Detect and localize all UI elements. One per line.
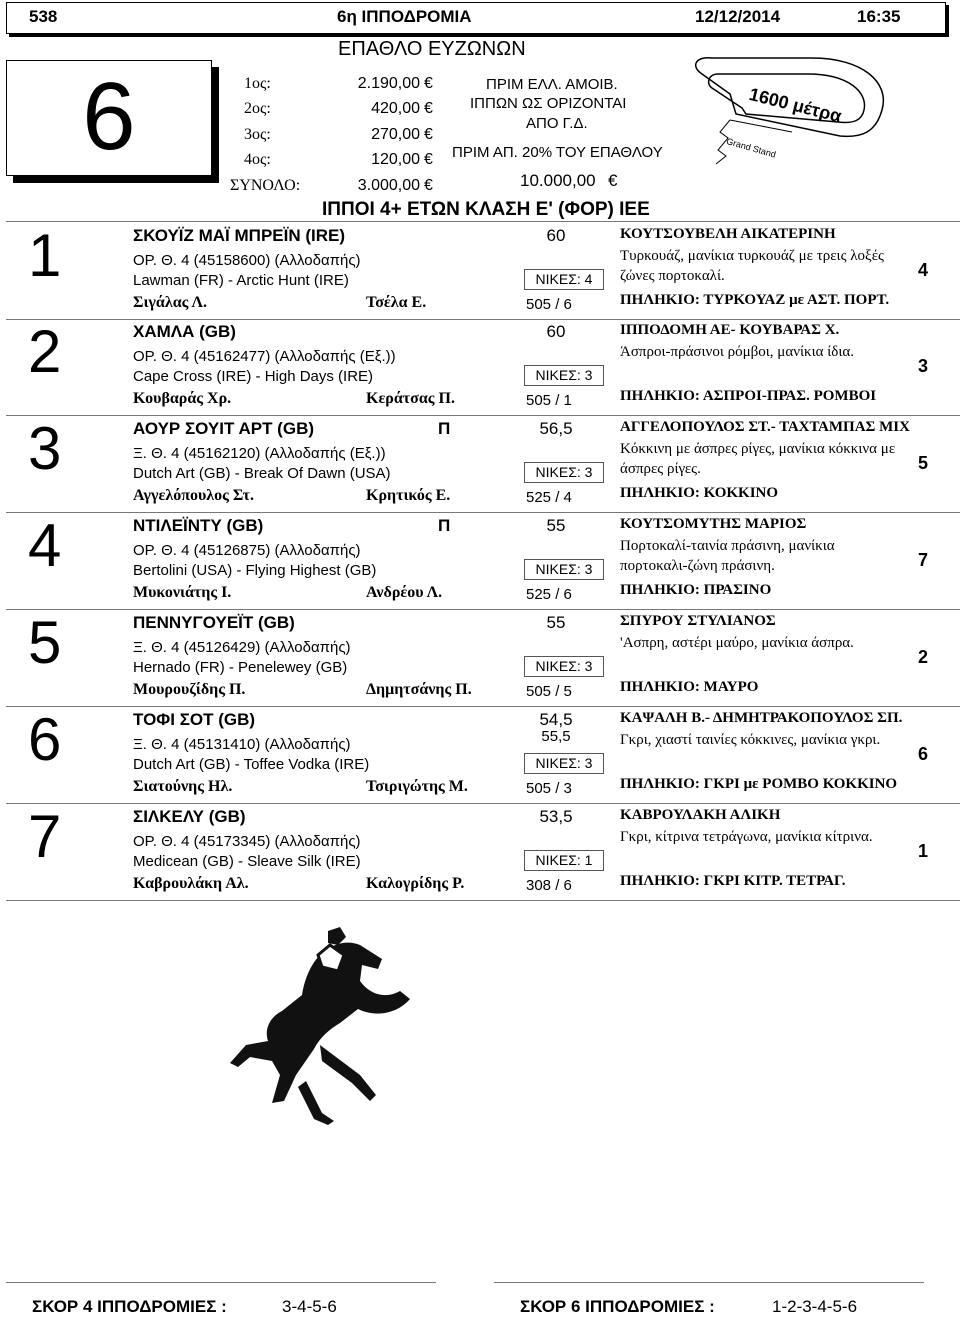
horse-info: ΟΡ. Θ. 4 (45173345) (Αλλοδαπής)	[133, 833, 361, 850]
entry-row	[6, 221, 960, 320]
bonus-line: ΠΡΙΜ ΑΠ. 20% ΤΟΥ ΕΠΑΘΛΟΥ	[452, 144, 663, 161]
draw-number: 1	[918, 841, 929, 861]
silks-colors: Πορτοκαλί-ταινία πράσινη, μανίκια πορτοκαλι-ζώνη πράσινη.	[620, 538, 835, 574]
cap-color: ΠΗΛΗΚΙΟ: ΤΥΡΚΟΥΑΖ με ΑΣΤ. ΠΟΡΤ.	[620, 292, 890, 308]
horse-breeding: Dutch Art (GB) - Toffee Vodka (IRE)	[133, 756, 370, 773]
owner-name: ΚΟΥΤΣΟΥΒΕΛΗ ΑΙΚΑΤΕΡΙΝΗ	[620, 226, 836, 242]
silks-colors: Γκρι, κίτρινα τετράγωνα, μανίκια κίτρινα.	[620, 829, 873, 845]
trainer-name: Ανδρέου Λ.	[366, 584, 443, 601]
silks-colors: Κόκκινη με άσπρες ρίγες, μανίκια κόκκινα με άσπρες ρίγες.	[620, 441, 896, 477]
trainer-name: Τσέλα Ε.	[366, 294, 427, 311]
trainer-name: Τσιριγώτης Μ.	[366, 778, 468, 795]
wins-badge: ΝΙΚΕΣ: 3	[524, 462, 604, 483]
horse-stat: 525 / 6	[526, 586, 572, 603]
draw-number: 4	[918, 260, 929, 280]
cap-color: ΠΗΛΗΚΙΟ: ΠΡΑΣΙΝΟ	[620, 582, 772, 598]
race-conditions: ΙΠΠΟΙ 4+ ΕΤΩΝ ΚΛΑΣΗ Ε' (ΦΟΡ) ΙΕΕ	[322, 199, 650, 220]
horse-name: ΤΟΦΙ ΣΟΤ (GB)	[133, 710, 256, 729]
entry-number: 1	[28, 222, 62, 289]
page-header	[6, 2, 946, 34]
silks-colors: Τυρκουάζ, μανίκια τυρκουάζ με τρεις λοξές ζώνες πορτοκαλί.	[620, 248, 884, 284]
entry-row	[6, 706, 960, 804]
trainer-name: Δημητσάνης Π.	[366, 681, 472, 698]
entry-row	[6, 609, 960, 707]
trainer-name: Κρητικός Ε.	[366, 487, 451, 504]
horse-breeding: Lawman (FR) - Arctic Hunt (IRE)	[133, 272, 349, 289]
horse-info: ΟΡ. Θ. 4 (45162477) (Αλλοδαπής (Εξ.))	[133, 348, 396, 365]
prize-label: 4ος:	[244, 151, 271, 168]
cap-color: ΠΗΛΗΚΙΟ: ΜΑΥΡΟ	[620, 679, 759, 695]
horse-weight: 56,5	[539, 419, 573, 438]
race-date: 12/12/2014	[695, 7, 781, 26]
silks-colors: Άσπροι-πράσινοι ρόμβοι, μανίκια ίδια.	[620, 344, 854, 360]
bonus-line: ΙΠΠΩΝ ΩΣ ΟΡΙΖΟΝΤΑΙ	[470, 95, 627, 112]
horse-weight: 53,5	[539, 807, 573, 826]
entry-number: 3	[28, 415, 62, 482]
horse-breeding: Bertolini (USA) - Flying Highest (GB)	[133, 562, 377, 579]
wins-badge: ΝΙΚΕΣ: 4	[524, 269, 604, 290]
silks-colors: 'Ασπρη, αστέρι μαύρο, μανίκια άσπρα.	[620, 635, 854, 651]
score4-value: 3-4-5-6	[282, 1297, 337, 1316]
horse-breeding: Hernado (FR) - Penelewey (GB)	[133, 659, 348, 676]
meeting-title: 6η ΙΠΠΟΔΡΟΜΙΑ	[337, 7, 472, 26]
entry-row	[6, 512, 960, 610]
horse-info: Ξ. Θ. 4 (45126429) (Αλλοδαπής)	[133, 639, 351, 656]
horse-stat: 505 / 6	[526, 296, 572, 313]
footer-score-6	[494, 1282, 924, 1323]
jockey-name: Μουρουζίδης Π.	[133, 681, 246, 698]
racehorse-icon	[210, 925, 435, 1130]
jockey-name: Σιγάλας Λ.	[133, 294, 207, 311]
horse-breeding: Medicean (GB) - Sleave Silk (IRE)	[133, 853, 361, 870]
horse-info: ΟΡ. Θ. 4 (45126875) (Αλλοδαπής)	[133, 542, 361, 559]
prize-amount: 120,00	[371, 151, 420, 168]
score6-value: 1-2-3-4-5-6	[772, 1297, 858, 1316]
prize-amount: 2.190,00	[357, 75, 420, 92]
score4-label: ΣΚΟΡ 4 ΙΠΠΟΔΡΟΜΙΕΣ :	[32, 1297, 227, 1316]
prize-total-amount: 3.000,00	[357, 177, 420, 194]
horse-info: Ξ. Θ. 4 (45162120) (Αλλοδαπής (Εξ.))	[133, 445, 386, 462]
horse-weight: 55	[546, 516, 566, 535]
horse-name: ΣΚΟΥΪΖ ΜΑΪ ΜΠΡΕΪΝ (IRE)	[133, 226, 346, 245]
entry-row	[6, 415, 960, 513]
euro-icon: €	[424, 75, 433, 92]
horse-weight-alt: 55,5	[541, 728, 571, 745]
euro-icon: €	[424, 126, 433, 143]
wins-badge: ΝΙΚΕΣ: 3	[524, 559, 604, 580]
cap-color: ΠΗΛΗΚΙΟ: ΓΚΡΙ με ΡΟΜΒΟ ΚΟΚΚΙΝΟ	[620, 776, 898, 792]
owner-name: ΣΠΥΡΟΥ ΣΤΥΛΙΑΝΟΣ	[620, 613, 776, 629]
jockey-name: Κουβαράς Χρ.	[133, 390, 232, 407]
footer-score-4	[6, 1282, 436, 1323]
horse-info: Ξ. Θ. 4 (45131410) (Αλλοδαπής)	[133, 736, 351, 753]
draw-number: 6	[918, 744, 929, 764]
euro-icon: €	[424, 151, 433, 168]
owner-name: ΑΓΓΕΛΟΠΟΥΛΟΣ ΣΤ.- ΤΑΧΤΑΜΠΑΣ ΜΙΧ	[620, 419, 910, 435]
horse-name: ΧΑΜΛΑ (GB)	[133, 322, 236, 341]
owner-name: ΚΑΨΑΛΗ Β.- ΔΗΜΗΤΡΑΚΟΠΟΥΛΟΣ ΣΠ.	[620, 710, 903, 726]
race-title: ΕΠΑΘΛΟ ΕΥΖΩΝΩΝ	[338, 38, 526, 60]
cap-color: ΠΗΛΗΚΙΟ: ΓΚΡΙ ΚΙΤΡ. ΤΕΤΡΑΓ.	[620, 873, 846, 889]
wins-badge: ΝΙΚΕΣ: 3	[524, 365, 604, 386]
entry-row	[6, 803, 960, 901]
horse-weight: 54,5	[539, 710, 573, 729]
horse-stat: 525 / 4	[526, 489, 572, 506]
jockey-name: Καβρουλάκη Αλ.	[133, 875, 249, 892]
trainer-name: Κεράτσας Π.	[366, 390, 455, 407]
horse-breeding: Cape Cross (IRE) - High Days (IRE)	[133, 368, 374, 385]
entry-number: 4	[28, 512, 62, 579]
horse-flag: Π	[438, 516, 451, 535]
bonus-amount: 10.000,00	[520, 171, 596, 190]
bonus-line: ΠΡΙΜ ΕΛΛ. ΑΜΟΙΒ.	[486, 76, 618, 93]
horse-weight: 60	[546, 226, 566, 245]
score6-label: ΣΚΟΡ 6 ΙΠΠΟΔΡΟΜΙΕΣ :	[520, 1297, 715, 1316]
horse-weight: 60	[546, 322, 566, 341]
entry-number: 2	[28, 318, 62, 385]
cap-color: ΠΗΛΗΚΙΟ: ΑΣΠΡΟΙ-ΠΡΑΣ. ΡΟΜΒΟΙ	[620, 388, 877, 404]
entry-number: 5	[28, 609, 62, 676]
horse-name: ΑΟΥΡ ΣΟΥΙΤ ΑΡΤ (GB)	[133, 419, 315, 438]
entry-number: 6	[28, 706, 62, 773]
prize-label: 1ος:	[244, 75, 271, 92]
track-distance: 1600 μέτρα	[747, 84, 844, 127]
horse-name: ΠΕΝΝΥΓΟΥΕΪΤ (GB)	[133, 613, 295, 632]
prize-total-label: ΣΥΝΟΛΟ:	[230, 177, 301, 194]
prize-label: 3ος:	[244, 126, 271, 143]
race-number: 6	[82, 63, 136, 170]
horse-stat: 505 / 1	[526, 392, 572, 409]
owner-name: ΚΟΥΤΣΟΜΥΤΗΣ ΜΑΡΙΟΣ	[620, 516, 807, 532]
draw-number: 3	[918, 356, 929, 376]
owner-name: ΙΠΠΟΔΟΜΗ ΑΕ- ΚΟΥΒΑΡΑΣ Χ.	[620, 322, 840, 338]
race-time: 16:35	[857, 7, 901, 26]
trainer-name: Καλογρίδης Ρ.	[366, 875, 465, 892]
wins-badge: ΝΙΚΕΣ: 3	[524, 753, 604, 774]
horse-name: ΝΤΙΛΕΪΝΤΥ (GB)	[133, 516, 264, 535]
jockey-name: Αγγελόπουλος Στ.	[133, 487, 254, 504]
horse-stat: 505 / 5	[526, 683, 572, 700]
owner-name: ΚΑΒΡΟΥΛΑΚΗ ΑΛΙΚΗ	[620, 807, 781, 823]
euro-icon: €	[424, 177, 433, 194]
silks-colors: Γκρι, χιαστί ταινίες κόκκινες, μανίκια γκρι.	[620, 732, 881, 748]
page-number: 538	[29, 7, 58, 26]
horse-flag: Π	[438, 419, 451, 438]
draw-number: 2	[918, 647, 929, 667]
horse-name: ΣΙΛΚΕΛΥ (GB)	[133, 807, 246, 826]
jockey-name: Σιατούνης Ηλ.	[133, 778, 233, 795]
draw-number: 7	[918, 550, 929, 570]
prize-amount: 420,00	[371, 100, 420, 117]
bonus-line: ΑΠΟ Γ.Δ.	[526, 115, 588, 132]
horse-stat: 308 / 6	[526, 877, 572, 894]
prize-label: 2ος:	[244, 100, 271, 117]
horse-weight: 55	[546, 613, 566, 632]
entry-number: 7	[28, 803, 62, 870]
horse-info: ΟΡ. Θ. 4 (45158600) (Αλλοδαπής)	[133, 252, 361, 269]
wins-badge: ΝΙΚΕΣ: 1	[524, 850, 604, 871]
race-number-box	[6, 60, 212, 176]
prize-amount: 270,00	[371, 126, 420, 143]
horse-breeding: Dutch Art (GB) - Break Of Dawn (USA)	[133, 465, 391, 482]
wins-badge: ΝΙΚΕΣ: 3	[524, 656, 604, 677]
grand-stand-label: Grand Stand	[725, 136, 778, 160]
draw-number: 5	[918, 453, 929, 473]
entry-row	[6, 318, 960, 416]
jockey-name: Μυκονιάτης Ι.	[133, 584, 232, 601]
cap-color: ΠΗΛΗΚΙΟ: ΚΟΚΚΙΝΟ	[620, 485, 779, 501]
euro-icon: €	[424, 100, 433, 117]
euro-icon: €	[608, 171, 618, 190]
horse-stat: 505 / 3	[526, 780, 572, 797]
